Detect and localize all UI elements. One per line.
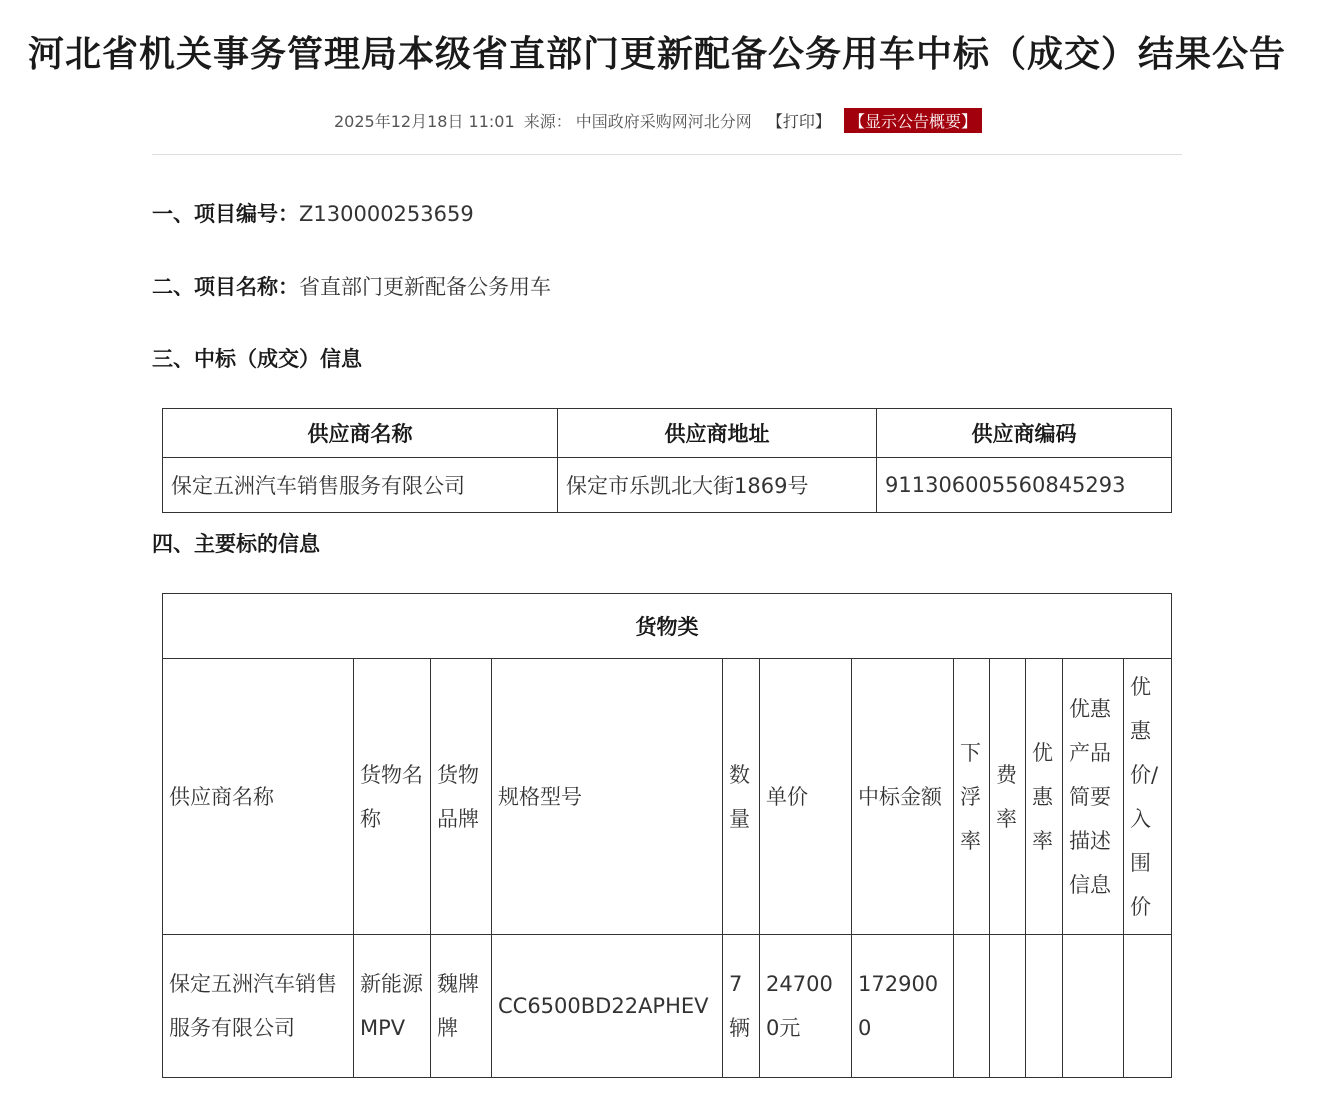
table-header-row [163,409,1172,458]
table-cell: 魏牌牌 [431,935,492,1078]
print-link[interactable]: 【打印】 [766,112,831,131]
table-cell: 7辆 [723,935,760,1078]
table-header-cell: 优惠价/入围价 [1124,659,1172,935]
table-header-cell: 供应商编码 [877,409,1172,458]
table-header-cell: 优惠率 [1026,659,1063,935]
section-winner-info [152,343,362,373]
section-heading: 三、中标（成交）信息 [152,347,362,371]
table-cell: 保定五洲汽车销售服务有限公司 [163,935,354,1078]
table-header-row [163,659,1172,935]
table-header-cell: 下浮率 [954,659,990,935]
table-cell: 91130600556084529​3 [877,458,1172,513]
publish-datetime: 2025年12月18日 11:01 [334,112,515,131]
table-cell: CC6500BD22APHEV [492,935,723,1078]
project-name-value: 省直部门更新配备公务用车 [299,275,551,299]
source-name: 中国政府采购网河北分网 [575,112,752,131]
table-row [163,458,1172,513]
table-header-cell: 货物名称 [354,659,431,935]
table-header-cell: 规格型号 [492,659,723,935]
supplier-table [162,408,1172,513]
section-project-name [152,271,551,301]
project-no-value: Z130000253659 [299,202,474,226]
table-header-cell: 优惠产品简要描述信息 [1063,659,1124,935]
table-header-cell: 供应商地址 [558,409,877,458]
section-heading: 四、主要标的信息 [152,532,320,556]
section-heading: 一、项目编号： [152,202,299,226]
show-summary-button[interactable]: 【显示公告概要】 [844,108,982,133]
table-header-cell: 单价 [760,659,852,935]
table-cell: 247000元 [760,935,852,1078]
section-subject-info [152,528,320,558]
goods-category: 货物类 [163,594,1172,659]
table-cell: 保定五洲汽车销售服务有限公司 [163,458,558,513]
category-row [163,594,1172,659]
goods-table [162,593,1172,1078]
table-cell: 保定市乐凯北大街1869号 [558,458,877,513]
table-cell [990,935,1026,1078]
divider [152,154,1182,155]
table-header-cell: 数量 [723,659,760,935]
page-title: 河北省机关事务管理局本级省直部门更新配备公务用车中标（成交）结果公告 [28,34,1287,75]
table-header-cell: 供应商名称 [163,659,354,935]
table-cell: 1729000 [852,935,954,1078]
article-meta [0,108,1320,133]
table-cell: 新能源MPV [354,935,431,1078]
section-heading: 二、项目名称： [152,275,299,299]
table-header-cell: 供应商名称 [163,409,558,458]
table-header-cell: 货物品牌 [431,659,492,935]
table-row [163,935,1172,1078]
table-cell [1124,935,1172,1078]
table-cell [1026,935,1063,1078]
table-cell [954,935,990,1078]
table-cell [1063,935,1124,1078]
section-project-no [152,198,474,228]
source-label: 来源： [523,112,572,131]
table-header-cell: 费率 [990,659,1026,935]
table-header-cell: 中标金额 [852,659,954,935]
